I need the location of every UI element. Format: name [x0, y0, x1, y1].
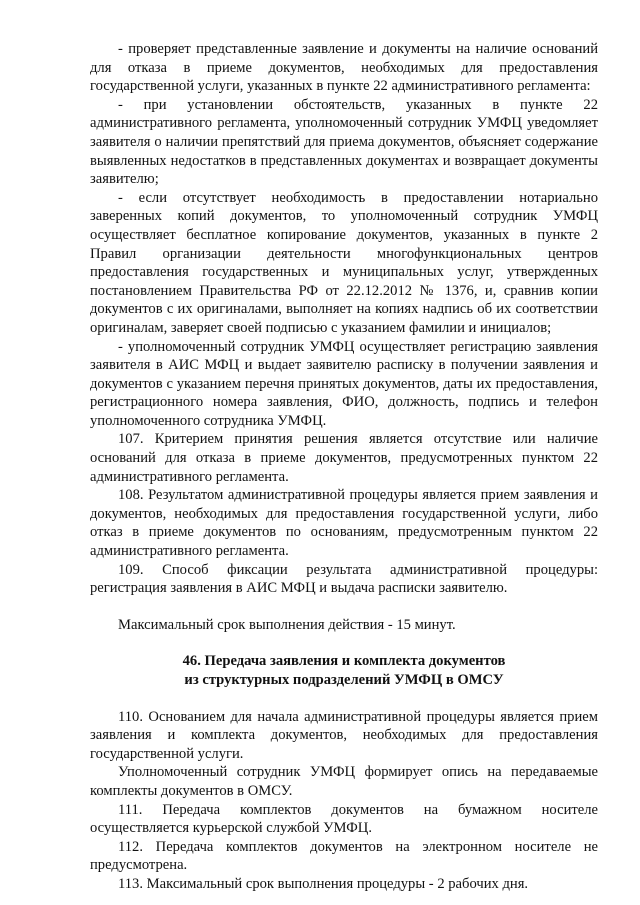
section-heading-line-1: 46. Передача заявления и комплекта документов: [182, 653, 506, 670]
paragraph-107: 107. Критерием принятия решения является отсутствие или наличие оснований для отказа в приеме документов, предусмотренных пунктом 22 административного регламента.: [90, 431, 598, 485]
paragraph-notify-applicant: - при установлении обстоятельств, указанных в пункте 22 административного регламента, уполномоченный сотрудник УМФЦ уведомляет заявителя о наличии препятствий для приема документов, объясняет содержание выявленных недостатков в представленных документах и возвращает документы заявителю;: [90, 96, 598, 188]
paragraph-108: 108. Результатом административной процедуры является прием заявления и документов, необходимых для предоставления государственной услуги, либо отказ в приеме документов по основаниям, предусмотренным пунктом 22 административного регламента.: [90, 487, 598, 560]
paragraph-109: 109. Способ фиксации результата административной процедуры: регистрация заявления в АИС МФЦ и выдача расписки заявителю.: [90, 561, 598, 597]
document-page: [90, 40, 598, 894]
paragraph-register-application: - уполномоченный сотрудник УМФЦ осуществляет регистрацию заявления заявителя в АИС МФЦ и выдает заявителю расписку в получении заявления и документов с указанием перечня принятых документов, даты их предоставления, регистрационного номера заявления, ФИО, должность, подпись и телефон уполномоченного сотрудника УМФЦ.: [90, 338, 598, 429]
paragraph-check-documents: - проверяет представленные заявление и документы на наличие оснований для отказа в приеме документов, необходимых для предоставления государственной услуги, указанных в пункте 22 административного регламента:: [90, 41, 598, 95]
section-heading: [90, 652, 598, 689]
max-time-note: Максимальный срок выполнения действия - 15 минут.: [118, 616, 456, 633]
paragraph-111: 111. Передача комплектов документов на бумажном носителе осуществляется курьерской службой УМФЦ.: [90, 801, 598, 837]
paragraph-112: 112. Передача комплектов документов на электронном носителе не предусмотрена.: [90, 838, 598, 874]
section-heading-line-2: из структурных подразделений УМФЦ в ОМСУ: [184, 672, 504, 688]
paragraph-110: 110. Основанием для начала административной процедуры является прием заявления и комплекта документов, необходимых для предоставления государственной услуги.: [90, 708, 598, 762]
paragraph-copy-documents: - если отсутствует необходимость в предоставлении нотариально заверенных копий документов, то уполномоченный сотрудник УМФЦ осуществляет бесплатное копирование документов, указанных в пункте 2 Правил организации деятельности многофункциональных центров предоставления государственных и муниципальных услуг, утвержденных постановлением Правительства РФ от 22.12.2012 № 1376, и, сравнив копии документов с их оригиналами, выполняет на копиях надпись об их соответствии оригиналам, заверяет своей подписью с указанием фамилии и инициалов;: [90, 189, 598, 336]
paragraph-inventory: Уполномоченный сотрудник УМФЦ формирует опись на передаваемые комплекты документов в ОМСУ.: [90, 764, 598, 799]
paragraph-113: 113. Максимальный срок выполнения процедуры - 2 рабочих дня.: [118, 875, 529, 892]
